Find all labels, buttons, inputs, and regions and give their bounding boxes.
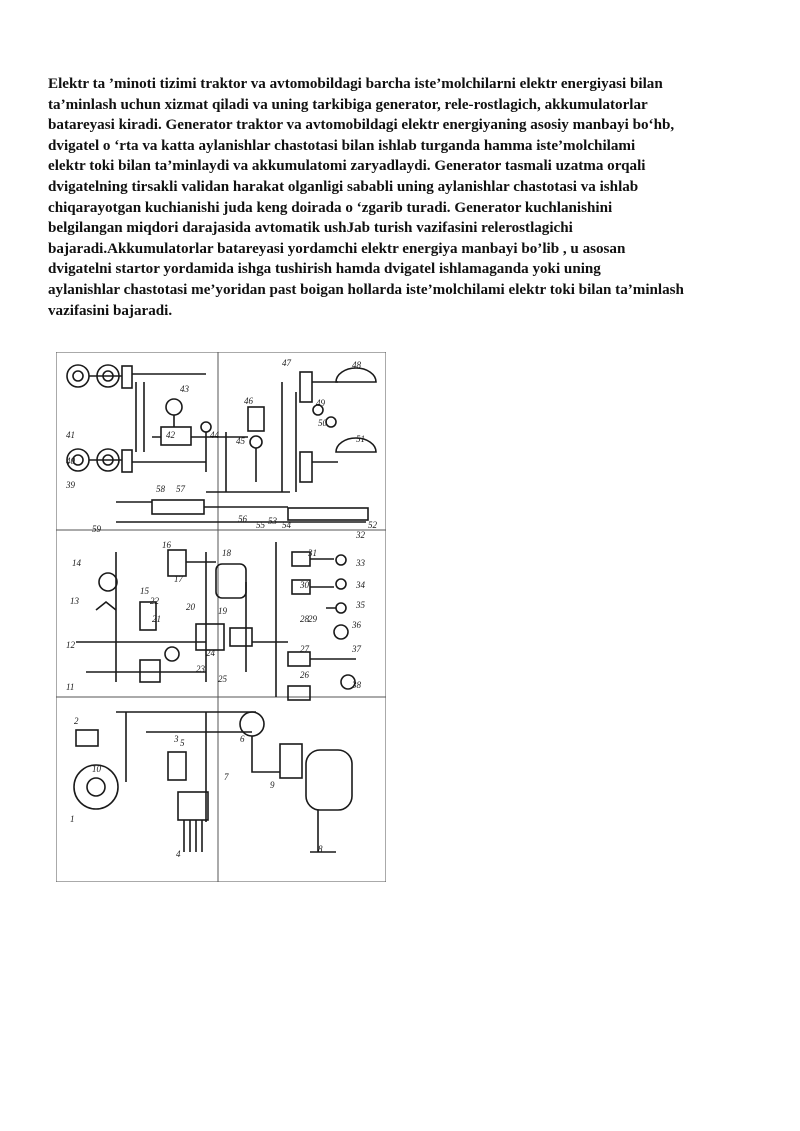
callout-number: 47 xyxy=(282,358,291,368)
wiring-diagram-svg xyxy=(56,352,386,882)
callout-number: 3 xyxy=(174,734,179,744)
callout-number: 15 xyxy=(140,586,149,596)
callout-number: 42 xyxy=(166,430,175,440)
callout-number: 1 xyxy=(70,814,75,824)
callout-number: 55 xyxy=(256,520,265,530)
callout-number: 56 xyxy=(238,514,247,524)
callout-number: 21 xyxy=(152,614,161,624)
callout-number: 27 xyxy=(300,644,309,654)
callout-number: 53 xyxy=(268,516,277,526)
callout-number: 8 xyxy=(318,844,323,854)
callout-number: 26 xyxy=(300,670,309,680)
callout-number: 2 xyxy=(74,716,79,726)
callout-number: 40 xyxy=(66,456,75,466)
paragraph-line: chiqarayotgan kuchianishi juda keng doirada o ‘zgarib turadi. Generator kuchlanishini xyxy=(48,199,613,216)
callout-number: 57 xyxy=(176,484,185,494)
paragraph-line: dvigatelning tirsakli validan harakat olganligi sababli uning aylanishlar chastotasi va ishlab xyxy=(48,178,639,195)
callout-number: 34 xyxy=(356,580,365,590)
callout-number: 18 xyxy=(222,548,231,558)
callout-number: 41 xyxy=(66,430,75,440)
callout-number: 33 xyxy=(356,558,365,568)
callout-number: 4 xyxy=(176,849,181,859)
callout-number: 48 xyxy=(352,360,361,370)
callout-number: 19 xyxy=(218,606,227,616)
callout-number: 16 xyxy=(162,540,171,550)
paragraph-line: dvigatelni startor yordamida ishga tushirish hamda dvigatel ishlamaganda yoki uning xyxy=(48,261,601,278)
callout-number: 45 xyxy=(236,436,245,446)
callout-number: 23 xyxy=(196,664,205,674)
paragraph-line: aylanishlar chastotasi me’yoridan past boigan hollarda iste’molchilami elektr toki bilan ta’minlash xyxy=(48,281,684,298)
paragraph-line: elektr toki bilan ta’minlaydi va akkumulatomi zaryadlaydi. Generator tasmali uzatma orqali xyxy=(48,158,646,175)
callout-number: 44 xyxy=(210,430,219,440)
callout-number: 9 xyxy=(270,780,275,790)
middle-left-devices xyxy=(76,550,216,682)
callout-number: 7 xyxy=(224,772,229,782)
callout-number: 50 xyxy=(318,418,327,428)
callout-number: 13 xyxy=(70,596,79,606)
callout-number: 11 xyxy=(66,682,75,692)
paragraph-line: ta’minlash uchun xizmat qiladi va uning tarkibiga generator, rele-rostlagich, akkumulatorlar xyxy=(48,96,648,113)
body-paragraph xyxy=(48,74,754,321)
callout-number: 31 xyxy=(308,548,317,558)
paragraph-line: dvigatel o ‘rta va katta aylanishlar chastotasi bilan ishlab turganda hamma iste’molchilami xyxy=(48,137,636,154)
callout-number: 6 xyxy=(240,734,245,744)
panel-borders xyxy=(56,352,386,882)
bottom-components xyxy=(74,712,352,852)
callout-number: 51 xyxy=(356,434,365,444)
callout-number: 43 xyxy=(180,384,189,394)
callout-number: 10 xyxy=(92,764,101,774)
callout-number: 35 xyxy=(356,600,365,610)
callout-number: 46 xyxy=(244,396,253,406)
wiring-diagram xyxy=(56,352,386,882)
callout-number: 29 xyxy=(308,614,317,624)
paragraph-line: batareyasi kiradi. Generator traktor va avtomobildagi elektr energiyaning asosiy manbayi bo‘hb, xyxy=(48,117,675,134)
callout-number: 12 xyxy=(66,640,75,650)
callout-number: 14 xyxy=(72,558,81,568)
callout-number: 58 xyxy=(156,484,165,494)
callout-number: 32 xyxy=(356,530,365,540)
callout-number: 28 xyxy=(300,614,309,624)
callout-number: 25 xyxy=(218,674,227,684)
callout-number: 59 xyxy=(92,524,101,534)
callout-number: 30 xyxy=(300,580,309,590)
battery-block xyxy=(196,552,288,682)
callout-number: 39 xyxy=(66,480,75,490)
rear-lamps-right xyxy=(206,368,376,492)
callout-number: 20 xyxy=(186,602,195,612)
callout-number: 36 xyxy=(352,620,361,630)
callout-number: 52 xyxy=(368,520,377,530)
front-lamps-left xyxy=(67,365,206,472)
callout-number: 37 xyxy=(352,644,361,654)
callout-number: 54 xyxy=(282,520,291,530)
relay-cluster xyxy=(152,399,264,492)
callout-number: 38 xyxy=(352,680,361,690)
paragraph-line: Elektr ta ’minoti tizimi traktor va avtomobildagi barcha iste’molchilarni elektr energiyasi bilan xyxy=(48,76,663,92)
callout-number: 24 xyxy=(206,648,215,658)
callout-number: 17 xyxy=(174,574,183,584)
callout-number: 49 xyxy=(316,398,325,408)
paragraph-line: bajaradi.Akkumulatorlar batareyasi yordamchi elektr energiya manbayi bo’lib , u asosan xyxy=(48,240,626,257)
callout-number: 22 xyxy=(150,596,159,606)
paragraph-line: belgilangan miqdori darajasida avtomatik ushJab turish vazifasini relerostlagichi xyxy=(48,220,573,237)
callout-number: 5 xyxy=(180,738,185,748)
paragraph-line: vazifasini bajaradi. xyxy=(48,302,173,319)
